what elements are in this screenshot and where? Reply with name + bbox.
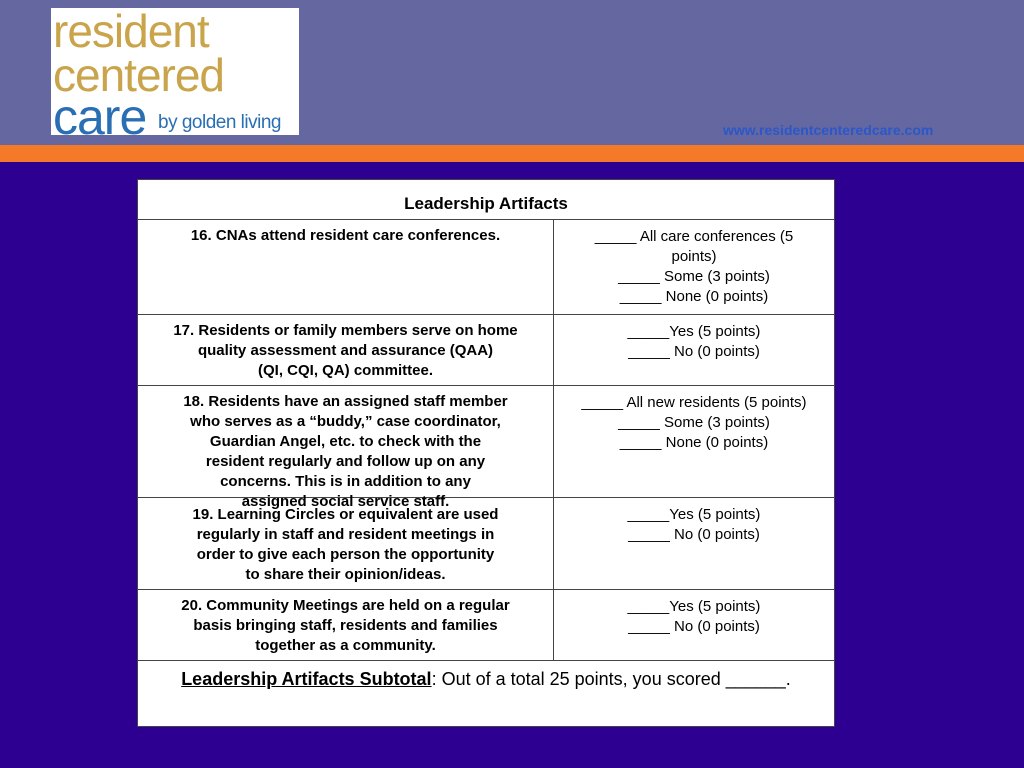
table-row [138, 386, 834, 510]
question-text: 18. Residents have an assigned staff member [183, 393, 508, 410]
question-text: (QI, CQI, QA) committee. [257, 362, 434, 379]
question-text: 20. Community Meetings are held on a regular [181, 597, 510, 614]
question-text: 16. CNAs attend resident care conferences. [190, 227, 501, 244]
question-cell [138, 315, 554, 385]
answer-cell [554, 315, 834, 385]
answer-option: _____ None (0 points) [619, 288, 769, 305]
orange-divider-stripe [0, 145, 1024, 162]
subtotal-text: : Out of a total 25 points, you scored ______. [431, 669, 791, 689]
question-text: who serves as a “buddy,” case coordinator, [190, 413, 501, 430]
answer-option: _____Yes (5 points) [627, 506, 761, 523]
answer-option: _____ Some (3 points) [618, 268, 770, 285]
answer-option: _____Yes (5 points) [627, 598, 761, 615]
leadership-artifacts-table [137, 179, 835, 727]
answer-option: _____ No (0 points) [628, 618, 760, 635]
answer-cell [554, 220, 834, 314]
question-text: 17. Residents or family members serve on home [173, 322, 518, 339]
answer-option: _____ Some (3 points) [618, 414, 770, 431]
website-url-link[interactable]: www.residentcenteredcare.com [723, 122, 934, 138]
question-text: regularly in staff and resident meetings in [196, 526, 495, 543]
table-title: Leadership Artifacts [138, 180, 834, 220]
question-cell [138, 590, 554, 660]
question-text: concerns. This is in addition to any [220, 473, 471, 490]
question-text: basis bringing staff, residents and families [193, 617, 498, 634]
logo-byline: by golden living [158, 112, 281, 133]
table-row [138, 315, 834, 386]
logo-word-centered: centered [53, 49, 225, 101]
logo-word-care: care [53, 89, 147, 135]
question-text: order to give each person the opportunity [196, 546, 495, 563]
question-text: assigned social service staff. [241, 493, 450, 510]
question-text: resident regularly and follow up on any [205, 453, 486, 470]
question-text: together as a community. [255, 637, 436, 654]
answer-option: _____ All new residents (5 points) [581, 394, 807, 411]
answer-cell [554, 590, 834, 660]
answer-cell [554, 386, 834, 497]
subtotal-label: Leadership Artifacts Subtotal [181, 669, 432, 689]
answer-option: points) [671, 248, 717, 265]
logo-word-resident: resident [53, 8, 209, 57]
answer-option: _____ None (0 points) [619, 434, 769, 451]
answer-cell [554, 498, 834, 589]
question-cell [138, 220, 554, 314]
answer-option: _____ All care conferences (5 [594, 228, 794, 245]
question-text: to share their opinion/ideas. [245, 566, 446, 583]
resident-centered-care-logo [51, 8, 299, 135]
table-row [138, 590, 834, 661]
answer-option: _____ No (0 points) [628, 343, 760, 360]
answer-option: _____Yes (5 points) [627, 323, 761, 340]
question-text: 19. Learning Circles or equivalent are used [192, 506, 499, 523]
question-text: quality assessment and assurance (QAA) [197, 342, 494, 359]
table-row [138, 220, 834, 315]
subtotal-row [138, 661, 834, 726]
answer-option: _____ No (0 points) [628, 526, 760, 543]
question-text: Guardian Angel, etc. to check with the [209, 433, 482, 450]
question-cell [138, 386, 554, 510]
